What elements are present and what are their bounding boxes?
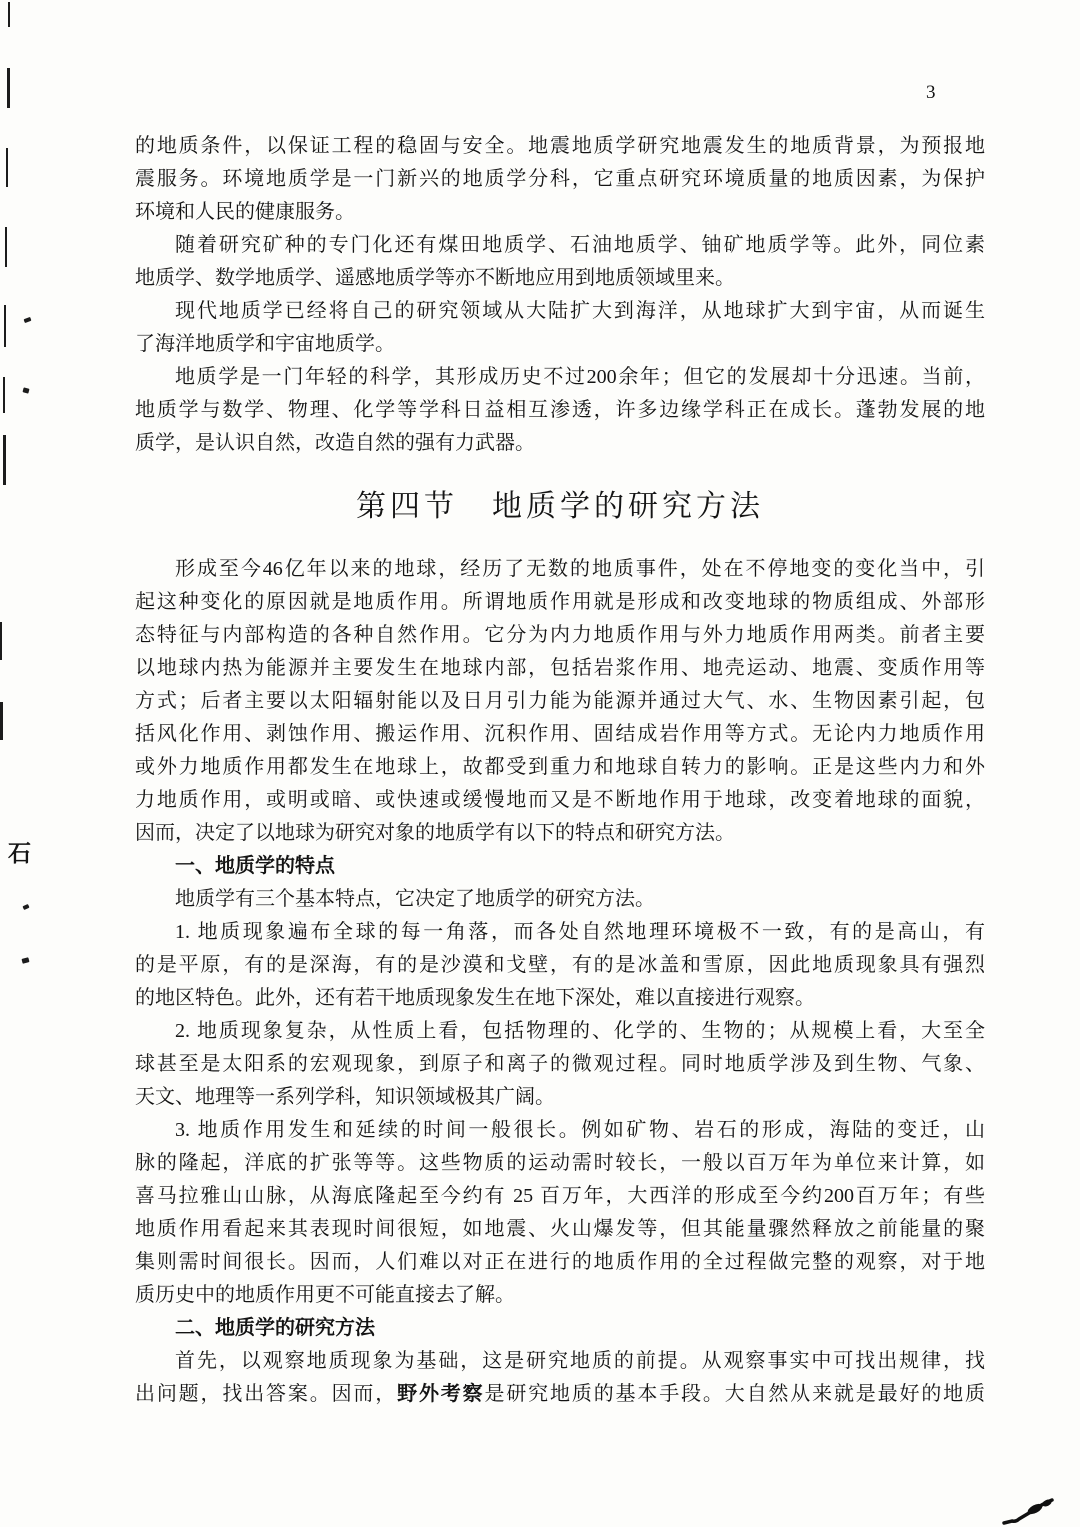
text-line: 方式；后者主要以太阳辐射能以及日月引力能为能源并通过大气、水、生物因素引起，包 [135, 690, 985, 712]
text-line: 形成至今46亿年以来的地球，经历了无数的地质事件，处在不停地变的变化当中，引 [175, 558, 985, 580]
text-line: 质学，是认识自然，改造自然的强有力武器。 [135, 432, 535, 454]
text-line: 天文、地理等一系列学科，知识领域极其广阔。 [135, 1086, 555, 1108]
text-line: 2. 地质现象复杂，从性质上看，包括物理的、化学的、生物的；从规模上看，大至全 [175, 1020, 985, 1042]
text-line: 1. 地质现象遍布全球的每一角落，而各处自然地理环境极不一致，有的是高山，有 [175, 921, 985, 943]
scan-artifact-dash [0, 702, 3, 740]
scan-artifact-dash [4, 305, 6, 347]
text-line: 脉的隆起，洋底的扩张等等。这些物质的运动需时较长，一般以百万年为单位来计算，如 [135, 1152, 985, 1174]
text-line: 起这种变化的原因就是地质作用。所谓地质作用就是形成和改变地球的物质组成、外部形 [135, 591, 985, 613]
scan-artifact-dash [8, 2, 10, 27]
section-heading: 第四节 地质学的研究方法 [356, 490, 764, 523]
scan-artifact-dash [3, 377, 5, 413]
scan-artifact-dash [3, 435, 6, 485]
scan-artifact-dash [7, 68, 10, 108]
page-number: 3 [926, 82, 937, 103]
text-line: 震服务。环境地质学是一门新兴的地质学分科，它重点研究环境质量的地质因素，为保护 [135, 168, 985, 190]
text-line: 球甚至是太阳系的宏观现象，到原子和离子的微观过程。同时地质学涉及到生物、气象、 [135, 1053, 985, 1075]
scan-artifact-speck [21, 957, 29, 964]
subsection-heading: 二、地质学的研究方法 [175, 1317, 375, 1339]
text-line: 了海洋地质学和宇宙地质学。 [135, 333, 395, 355]
text-line: 喜马拉雅山山脉，从海底隆起至今约有 25 百万年，大西洋的形成至今约200百万年；有些 [135, 1185, 985, 1207]
text-line: 态特征与内部构造的各种自然作用。它分为内力地质作用与外力地质作用两类。前者主要 [135, 624, 985, 646]
text-line: 现代地质学已经将自己的研究领域从大陆扩大到海洋，从地球扩大到宇宙，从而诞生 [175, 300, 985, 322]
text-line: 质历史中的地质作用更不可能直接去了解。 [135, 1284, 515, 1306]
text-line: 以地球内热为能源并主要发生在地球内部，包括岩浆作用、地壳运动、地震、变质作用等 [135, 657, 985, 679]
scan-artifact-dash [0, 622, 2, 660]
text-line: 随着研究矿种的专门化还有煤田地质学、石油地质学、铀矿地质学等。此外，同位素 [175, 234, 985, 256]
text-line: 出问题，找出答案。因而，野外考察是研究地质的基本手段。大自然从来就是最好的地质 [135, 1383, 986, 1405]
text-line: 力地质作用，或明或暗、或快速或缓慢地而又是不断地作用于地球，改变着地球的面貌， [135, 789, 985, 811]
scan-artifact-dash [5, 227, 7, 267]
scan-artifact-speck [24, 317, 32, 323]
text-line: 环境和人民的健康服务。 [135, 201, 355, 223]
text-line: 因而，决定了以地球为研究对象的地质学有以下的特点和研究方法。 [135, 822, 735, 844]
subsection-heading: 一、地质学的特点 [175, 855, 335, 877]
ink-scribble [1002, 1496, 1072, 1527]
text-line: 地质学与数学、物理、化学等学科日益相互渗透，许多边缘学科正在成长。蓬勃发展的地 [135, 399, 985, 421]
text-line: 地质学有三个基本特点，它决定了地质学的研究方法。 [175, 888, 655, 910]
scan-artifact-dash [6, 148, 8, 187]
margin-stray-char: 石 [8, 841, 31, 866]
text-line: 括风化作用、剥蚀作用、搬运作用、沉积作用、固结成岩作用等方式。无论内力地质作用 [135, 723, 985, 745]
text-line: 或外力地质作用都发生在地球上，故都受到重力和地球自转力的影响。正是这些内力和外 [135, 756, 985, 778]
text-line: 3. 地质作用发生和延续的时间一般很长。例如矿物、岩石的形成，海陆的变迁，山 [175, 1119, 985, 1141]
text-line: 地质学是一门年轻的科学，其形成历史不过200余年；但它的发展却十分迅速。当前， [175, 366, 985, 388]
text-line: 首先，以观察地质现象为基础，这是研究地质的前提。从观察事实中可找出规律，找 [175, 1350, 985, 1372]
text-line: 的地质条件，以保证工程的稳固与安全。地震地质学研究地震发生的地质背景，为预报地 [135, 135, 985, 157]
text-line: 地质作用看起来其表现时间很短，如地震、火山爆发等，但其能量骤然释放之前能量的聚 [135, 1218, 985, 1240]
text-line: 的是平原，有的是深海，有的是沙漠和戈壁，有的是冰盖和雪原，因此地质现象具有强烈 [135, 954, 985, 976]
text-line: 地质学、数学地质学、遥感地质学等亦不断地应用到地质领域里来。 [135, 267, 735, 289]
scan-artifact-speck [22, 904, 29, 910]
text-line: 的地区特色。此外，还有若干地质现象发生在地下深处，难以直接进行观察。 [135, 987, 815, 1009]
scan-artifact-speck [22, 387, 29, 393]
text-line: 集则需时间很长。因而，人们难以对正在进行的地质作用的全过程做完整的观察，对于地 [135, 1251, 985, 1273]
document-body [135, 130, 985, 1411]
